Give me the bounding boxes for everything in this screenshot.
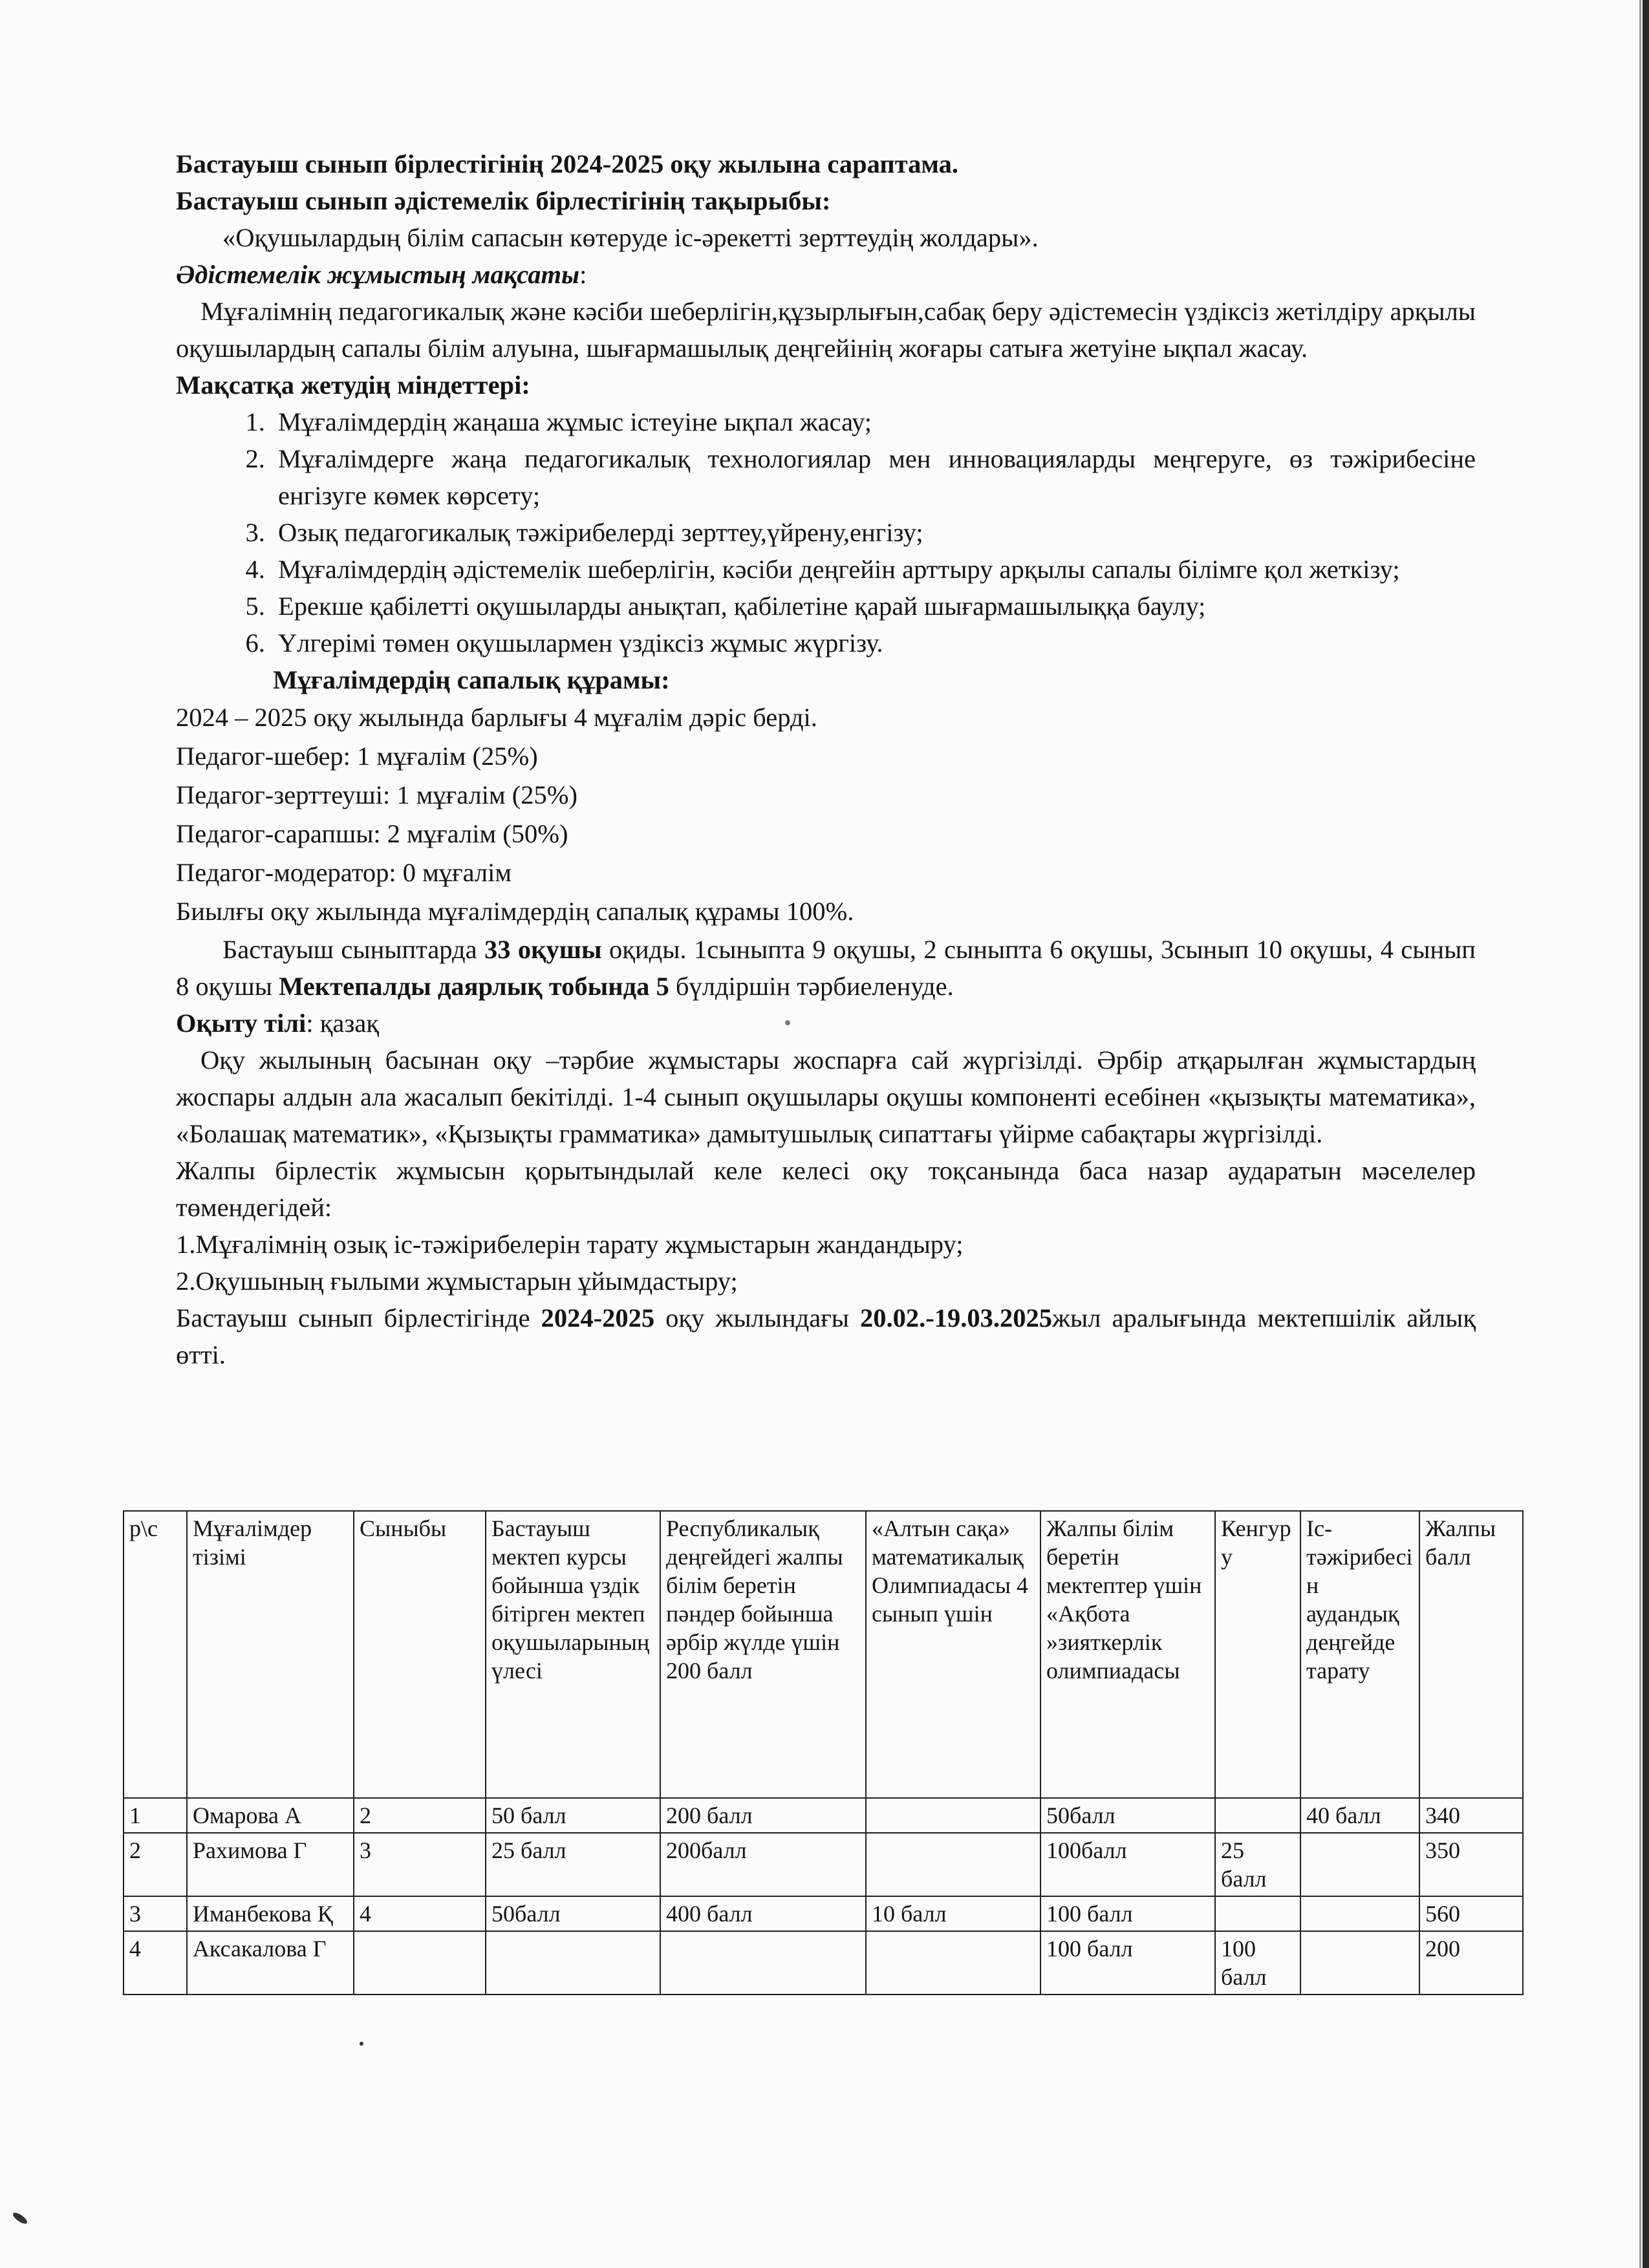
- table-cell: 2: [124, 1833, 187, 1896]
- goal-heading-colon: :: [579, 260, 587, 289]
- staff-lines: [176, 698, 1476, 931]
- table-cell: Иманбекова Қ: [187, 1896, 354, 1931]
- staff-line: Педагог-шебер: 1 мұғалім (25%): [176, 742, 538, 771]
- table-cell: 100 балл: [1040, 1896, 1215, 1931]
- scan-edge-line: [1639, 0, 1641, 2268]
- task-item: 5. Ерекше қабілетті оқушыларды анықтап, қабілетіне қарай шығармашылыққа баулу;: [272, 588, 1476, 625]
- table-row: [124, 1798, 1523, 1833]
- issue-item: 1.Мұғалімнің озық іс-тәжірибелерін тарату жұмыстарын жандандыру;: [176, 1230, 964, 1259]
- table-cell: [866, 1833, 1040, 1896]
- students-text: оқиды. 1сыныпта 9 оқушы, 2 сыныпта 6 оқушы, 3сынып 10 оқушы, 4 сынып 8 оқушы: [176, 935, 1476, 1001]
- table-header-row: [124, 1511, 1523, 1798]
- goal-heading: Әдістемелік жұмыстың мақсаты: [176, 260, 580, 289]
- table-cell: 10 балл: [866, 1896, 1040, 1931]
- table-cell: 25 балл: [1215, 1833, 1300, 1896]
- table-cell: 4: [124, 1931, 187, 1995]
- table-cell: 560: [1419, 1896, 1523, 1931]
- header-cell: «Алтын сақа» математикалық Олимпиадасы 4 сынып үшін: [866, 1511, 1040, 1798]
- students-paragraph: [176, 931, 1476, 1005]
- header-cell: р\с: [124, 1511, 187, 1798]
- table-cell: Аксакалова Г: [187, 1931, 354, 1995]
- header-cell: Мұғалімдер тізімі: [187, 1511, 354, 1798]
- scan-speck: [360, 2042, 363, 2046]
- association-theme-heading: Бастауыш сынып әдістемелік бірлестігінің тақырыбы:: [176, 186, 831, 215]
- header-cell: Кенгуру: [1215, 1511, 1300, 1798]
- final-text: жыл аралығында мектепшілік айлық өтті.: [176, 1303, 1476, 1369]
- staff-line: 2024 – 2025 оқу жылында барлығы 4 мұғалім дәріс берді.: [176, 703, 817, 732]
- header-cell: Республикалық деңгейдегі жалпы білім беретін пәндер бойынша әрбір жүлде үшін 200 балл: [660, 1511, 866, 1798]
- table-cell: 200: [1419, 1931, 1523, 1995]
- staff-line: Педагог-сарапшы: 2 мұғалім (50%): [176, 819, 568, 848]
- table-cell: [1300, 1931, 1419, 1995]
- final-dates: 20.02.-19.03.2025: [860, 1303, 1053, 1332]
- table-row: [124, 1896, 1523, 1931]
- table-cell: 50балл: [486, 1896, 660, 1931]
- staff-line: Педагог-зерттеуші: 1 мұғалім (25%): [176, 780, 577, 809]
- table-cell: [866, 1798, 1040, 1833]
- table-cell: 200 балл: [660, 1798, 866, 1833]
- staff-line: Биылғы оқу жылында мұғалімдердің сапалық құрамы 100%.: [176, 897, 854, 926]
- goal-text: Мұғалімнің педагогикалық және кәсіби шеберлігін,құзырлығын,сабақ беру әдістемесін үздіксіз жетілдіру арқылы оқушылардың сапалы білім алуына, шығармашылық деңгейінің жоғары сатыға жетуіне ықпал жасау.: [176, 297, 1476, 363]
- table-cell: 400 балл: [660, 1896, 866, 1931]
- year-paragraph: Оқу жылының басынан оқу –тәрбие жұмыстары жоспарға сай жүргізілді. Әрбір атқарылған жұмыстардың жоспары алдын ала жасалып бекітілді. 1-4 сынып оқушылары оқушы компоненті есебінен «қызықты математика», «Болашақ математик», «Қызықты грамматика» дамытушылық сипаттағы үйірме сабақтары жүргізілді.: [176, 1045, 1476, 1148]
- goal-heading-line: [176, 256, 1476, 293]
- table-cell: 50 балл: [486, 1798, 660, 1833]
- table-cell: 100 балл: [1215, 1931, 1300, 1995]
- final-text: Бастауыш сынып бірлестігінде: [176, 1303, 541, 1332]
- final-paragraph: [176, 1300, 1476, 1373]
- table-cell: [1300, 1896, 1419, 1931]
- task-item: 2. Мұғалімдерге жаңа педагогикалық технологиялар мен инновацияларды меңгеруге, өз тәжірибесіне енгізуге көмек көрсету;: [272, 440, 1476, 514]
- summary-paragraph: Жалпы бірлестік жұмысын қорытындылай келе келесі оқу тоқсанында баса назар аударатын мәселелер төмендегідей:: [176, 1156, 1476, 1222]
- tasks-heading: Мақсатқа жетудің міндеттері:: [176, 370, 530, 400]
- language-value: : қазақ: [306, 1009, 380, 1038]
- preschool-group: Мектепалды даярлық тобында 5: [279, 972, 669, 1001]
- language-line: [176, 1005, 1476, 1042]
- students-count: 33 оқушы: [484, 935, 602, 964]
- staff-line: Педагог-модератор: 0 мұғалім: [176, 858, 512, 887]
- document-title: Бастауыш сынып бірлестігінің 2024-2025 оқу жылына сараптама.: [176, 149, 959, 178]
- table-cell: 4: [354, 1896, 486, 1931]
- final-year: 2024-2025: [541, 1303, 655, 1332]
- table-row: [124, 1833, 1523, 1896]
- table-cell: 200балл: [660, 1833, 866, 1896]
- table-cell: [1215, 1896, 1300, 1931]
- task-item: 4. Мұғалімдердің әдістемелік шеберлігін, кәсіби деңгейін арттыру арқылы сапалы білімге қол жеткізу;: [272, 551, 1476, 588]
- table-cell: [866, 1931, 1040, 1995]
- table-cell: 100 балл: [1040, 1931, 1215, 1995]
- language-label: Оқыту тілі: [176, 1009, 307, 1038]
- table-cell: 340: [1419, 1798, 1523, 1833]
- table-cell: 50балл: [1040, 1798, 1215, 1833]
- table-cell: 2: [354, 1798, 486, 1833]
- table-cell: 3: [354, 1833, 486, 1896]
- table-cell: [660, 1931, 866, 1995]
- table-cell: 3: [124, 1896, 187, 1931]
- table-cell: 100балл: [1040, 1833, 1215, 1896]
- task-item: 3. Озық педагогикалық тәжірибелерді зерттеу,үйрену,енгізу;: [272, 514, 1476, 551]
- students-text: бүлдіршін тәрбиеленуде.: [669, 972, 954, 1001]
- final-text: оқу жылындағы: [654, 1303, 861, 1332]
- document-body: [176, 145, 1476, 1373]
- header-cell: Іс-тәжірибесін аудандық деңгейде тарату: [1300, 1511, 1419, 1798]
- scan-speck: [11, 2210, 28, 2225]
- association-theme: «Оқушылардың білім сапасын көтеруде іс-әрекетті зерттеудің жолдары».: [222, 223, 1039, 252]
- header-cell: Бастауыш мектеп курсы бойынша үздік бітірген мектеп оқушыларының үлесі: [486, 1511, 660, 1798]
- issue-item: 2.Оқушының ғылыми жұмыстарын ұйымдастыру;: [176, 1267, 738, 1296]
- teachers-score-table: [123, 1510, 1524, 1995]
- students-text: Бастауыш сыныптарда: [222, 935, 485, 964]
- tasks-list: [176, 403, 1476, 661]
- table-cell: [1300, 1833, 1419, 1896]
- scan-speck: [785, 1020, 790, 1025]
- header-cell: Жалпы балл: [1419, 1511, 1523, 1798]
- header-cell: Жалпы білім беретін мектептер үшін «Ақбота »зияткерлік олимпиадасы: [1040, 1511, 1215, 1798]
- table-row: [124, 1931, 1523, 1995]
- staff-heading: Мұғалімдердің сапалық құрамы:: [273, 665, 670, 694]
- table-cell: Омарова А: [187, 1798, 354, 1833]
- scan-edge: [1643, 0, 1649, 2268]
- table-cell: [354, 1931, 486, 1995]
- table-cell: 25 балл: [486, 1833, 660, 1896]
- table-cell: Рахимова Г: [187, 1833, 354, 1896]
- table-cell: 1: [124, 1798, 187, 1833]
- table-cell: [1215, 1798, 1300, 1833]
- task-item: 1. Мұғалімдердің жаңаша жұмыс істеуіне ықпал жасау;: [272, 403, 1476, 440]
- table-cell: 40 балл: [1300, 1798, 1419, 1833]
- header-cell: Сыныбы: [354, 1511, 486, 1798]
- table-cell: 350: [1419, 1833, 1523, 1896]
- task-item: 6. Үлгерімі төмен оқушылармен үздіксіз жұмыс жүргізу.: [272, 625, 1476, 661]
- table-cell: [486, 1931, 660, 1995]
